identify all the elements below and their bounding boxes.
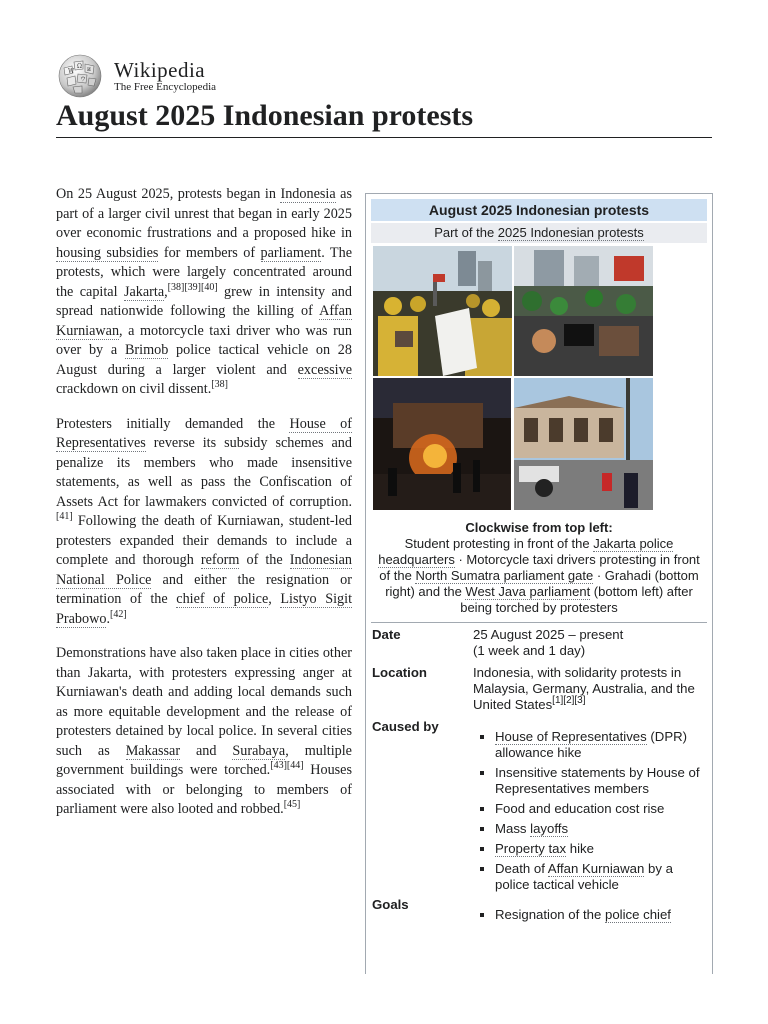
wiki-link[interactable]: housing subsidies xyxy=(56,244,159,261)
text-run: for members of xyxy=(158,244,261,261)
list-item xyxy=(495,765,706,797)
photo-west-java-parliament-fire[interactable] xyxy=(373,378,511,510)
infobox-caption xyxy=(376,520,702,616)
citation-ref[interactable]: [38][39][40] xyxy=(167,281,218,293)
goals-label: Goals xyxy=(372,897,409,912)
wiki-link[interactable]: Surabaya xyxy=(232,742,286,759)
text-run: crackdown on civil dissent. xyxy=(56,381,212,397)
text-run: · Motorcycle taxi drivers protesting in front of the xyxy=(379,552,700,583)
wiki-link[interactable]: Listyo Sigit Prabowo xyxy=(56,591,353,627)
wiki-link[interactable]: Makassar xyxy=(125,742,181,759)
wiki-link[interactable]: House of Representatives xyxy=(56,415,352,451)
infobox-row-caused-by xyxy=(366,719,712,897)
title-divider xyxy=(56,137,712,138)
text-run: Protesters initially demanded the xyxy=(56,415,290,432)
wiki-link[interactable]: chief of police xyxy=(176,591,269,607)
text-run: . xyxy=(106,610,110,627)
paragraph-1 xyxy=(56,185,352,400)
infobox-divider xyxy=(371,622,707,623)
wikipedia-logo[interactable] xyxy=(56,54,216,98)
citation-ref[interactable]: [43][44] xyxy=(270,760,304,771)
caption-text xyxy=(376,536,702,616)
part-of-prefix: Part of the xyxy=(434,225,498,240)
photo-motorcycle-taxi-protest[interactable] xyxy=(514,246,653,376)
caption-heading: Clockwise from top left: xyxy=(465,520,613,535)
wiki-link[interactable]: police chief xyxy=(604,907,671,922)
text-run: Mass xyxy=(495,821,531,836)
photo-grahadi-building[interactable] xyxy=(514,378,653,510)
wiki-link[interactable]: Brimob xyxy=(124,342,169,358)
citation-ref[interactable]: [45] xyxy=(283,799,301,810)
text-run: Food and education cost rise xyxy=(495,801,665,816)
text-run: grew in intensity and spread nationwide following the killing of xyxy=(56,283,352,319)
citation-ref[interactable]: [38] xyxy=(211,379,228,390)
list-item xyxy=(495,907,706,923)
text-run: by a police tactical vehicle xyxy=(495,861,673,892)
list-item xyxy=(495,801,706,817)
text-run: . The protests, which were largely concentrated around the capital xyxy=(56,244,352,300)
part-of-link[interactable]: 2025 Indonesian protests xyxy=(497,225,644,240)
wikipedia-globe-icon xyxy=(56,54,104,98)
text-run: , a motorcycle taxi driver who was run over by a xyxy=(56,322,352,358)
text-run: , xyxy=(268,591,281,607)
list-item xyxy=(495,841,706,857)
text-run: of the xyxy=(239,552,290,568)
paragraph-3 xyxy=(56,644,352,820)
wiki-link[interactable]: House of Representatives xyxy=(495,729,647,744)
text-run: · Grahadi (bottom right) and the xyxy=(385,568,699,599)
photo-student-protest[interactable] xyxy=(373,246,512,376)
text-run: Following the death of Kurniawan, student-led protesters expanded their demands to include a complete and thorough xyxy=(56,513,352,568)
wiki-link[interactable]: Jakarta police headquarters xyxy=(378,536,674,567)
text-run: and xyxy=(180,742,233,759)
date-duration: (1 week and 1 day) xyxy=(473,643,586,658)
caused-by-list xyxy=(473,729,706,893)
text-run: and either the resignation or termination of the xyxy=(56,571,352,607)
wiki-link[interactable]: Jakarta xyxy=(123,283,165,300)
wiki-link[interactable]: Indonesia xyxy=(280,186,336,202)
infobox-part-of xyxy=(371,223,707,243)
citation-ref[interactable]: [41] xyxy=(56,511,73,522)
goals-list xyxy=(473,907,706,923)
wordmark-title: Wikipedia xyxy=(114,58,206,82)
list-item xyxy=(495,729,706,761)
text-run: Houses associated with or belonging to members of parliament were also looted and robbed. xyxy=(56,762,352,817)
paragraph-2 xyxy=(56,415,352,630)
wiki-link[interactable]: parliament xyxy=(260,244,322,261)
wiki-link[interactable]: Affan Kurniawan xyxy=(56,303,352,339)
infobox-title: August 2025 Indonesian protests xyxy=(371,199,707,221)
svg-text:и: и xyxy=(87,66,91,73)
list-item xyxy=(495,861,706,893)
article-body xyxy=(56,185,352,835)
photo-collage xyxy=(373,246,655,510)
text-run: police tactical vehicle on 28 August during a larger violent and xyxy=(56,342,352,378)
text-run: reverse its subsidy schemes and penalize its members who made insensitive statements, as well as pass the Confiscation of Assets Act for lawmakers convicted of corruption. xyxy=(56,435,352,510)
text-run: Insensitive statements by House of Representatives members xyxy=(495,765,700,796)
infobox-row-goals xyxy=(366,897,712,927)
caused-by-label: Caused by xyxy=(372,719,439,734)
text-run: Death of xyxy=(495,861,548,876)
svg-text:Ω: Ω xyxy=(77,63,82,70)
date-label: Date xyxy=(372,627,401,642)
text-run: (bottom left) after being torched by protesters xyxy=(460,584,693,615)
wiki-link[interactable]: North Sumatra parliament gate xyxy=(415,568,594,583)
wiki-link[interactable]: layoffs xyxy=(530,821,569,836)
wiki-link[interactable]: reform xyxy=(200,552,240,568)
text-run: Student protesting in front of the xyxy=(404,536,594,551)
svg-text:ウ: ウ xyxy=(80,76,87,83)
infobox-row-location xyxy=(366,665,712,713)
date-value: 25 August 2025 – present xyxy=(473,627,624,642)
citation-ref[interactable]: [42] xyxy=(110,608,127,620)
wiki-link[interactable]: Affan Kurniawan xyxy=(547,861,645,876)
text-run: Resignation of the xyxy=(495,907,605,922)
text-run: hike xyxy=(566,841,594,856)
location-value: Indonesia, with solidarity protests in Malaysia, Germany, Australia, and the United States xyxy=(473,665,695,712)
wordmark-tagline: The Free Encyclopedia xyxy=(114,81,217,93)
text-run: , xyxy=(164,283,168,300)
wiki-link[interactable]: excessive xyxy=(297,361,352,378)
wiki-link[interactable]: Indonesian National Police xyxy=(56,552,352,588)
location-refs[interactable]: [1][2][3] xyxy=(552,695,586,706)
text-run: as part of a larger civil unrest that began in early 2025 over economic frustrations and a proposed hike in xyxy=(56,186,352,241)
svg-text:W: W xyxy=(68,68,75,75)
text-run: Demonstrations have also taken place in cities other than Jakarta, with protesters expressing anger at Kurniawan's death and adding local demands such as more equitable development and the release of protesters detained by local police. In several cities such as xyxy=(56,645,352,759)
infobox xyxy=(365,193,713,974)
location-label: Location xyxy=(372,665,427,680)
text-run: On 25 August 2025, protests began in xyxy=(56,186,281,202)
page-title: August 2025 Indonesian protests xyxy=(56,99,474,132)
list-item xyxy=(495,821,706,837)
infobox-row-date xyxy=(366,627,712,659)
wiki-link[interactable]: Property tax xyxy=(495,841,567,856)
text-run: (DPR) allowance hike xyxy=(495,729,688,760)
text-run: , multiple government buildings were torched. xyxy=(56,742,352,778)
wiki-link[interactable]: West Java parliament xyxy=(465,584,591,599)
